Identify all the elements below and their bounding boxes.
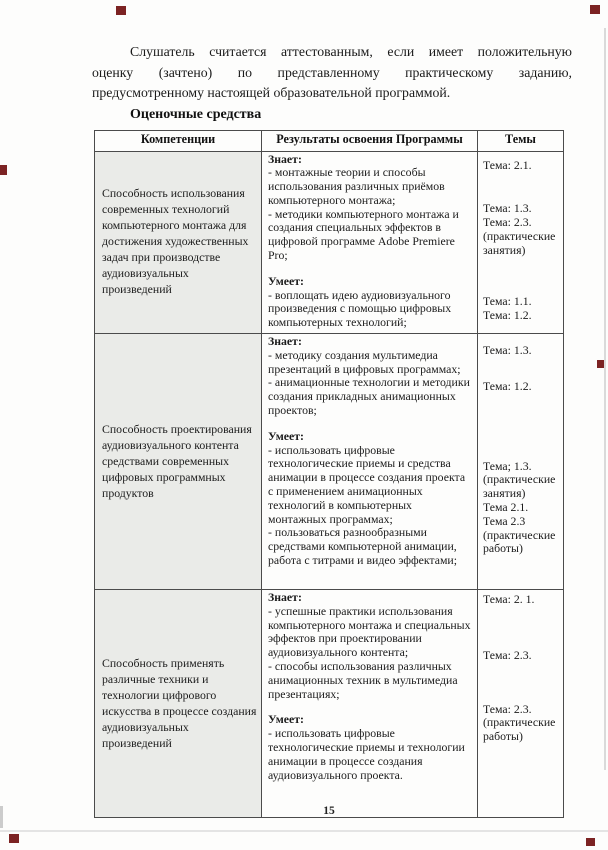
col-header-competencies: Компетенции <box>95 130 262 151</box>
theme-item: Тема: 1.3. <box>483 201 532 216</box>
knows-item: - монтажные теории и способы использования различных приёмов компьютерного монтажа; <box>268 165 445 207</box>
knows-item: - успешные практики использования компьютерного монтажа и специальных эффектов при проектировании аудиовизуального контента; <box>268 603 471 660</box>
knows-item: - способы использования различных анимационных техник в мультимедиа презентациях; <box>268 659 458 701</box>
section-heading: Оценочные средства <box>130 106 262 122</box>
scan-mark <box>0 165 7 175</box>
can-item: - использовать цифровые технологические приемы и технологии анимации в процессе создания аудиовизуального проекта. <box>268 726 465 782</box>
scan-mark <box>590 5 600 14</box>
theme-item: Тема: 2.1. <box>483 157 532 172</box>
themes-cell <box>478 151 564 334</box>
intro-paragraph <box>92 42 572 104</box>
theme-item: Тема: 1.2. <box>483 378 532 393</box>
theme-item: Тема: 2.3. (практические работы) <box>483 701 556 744</box>
results-cell <box>262 334 478 590</box>
theme-item: Тема: 2.3. <box>483 647 532 662</box>
themes-cell <box>478 334 564 590</box>
page-edge-shadow <box>604 28 606 770</box>
theme-item: Тема 2.1. <box>483 500 529 515</box>
can-label: Умеет: <box>268 273 304 288</box>
competency-text: Способность применять различные техники и технологии цифрового искусства в процессе создания аудиовизуальных произведений <box>102 655 257 750</box>
intro-line-2: оценку (зачтено) по представленному практическому заданию, <box>92 64 572 80</box>
scan-mark <box>116 6 126 15</box>
knows-label: Знает: <box>268 151 302 166</box>
results-cell <box>262 590 478 818</box>
theme-item: Тема; 1.3. (практические занятия) <box>483 458 556 501</box>
scan-mark <box>9 834 19 843</box>
competency-text: Способность использования современных технологий компьютерного монтажа для достижения художественных задач при производстве аудиовизуальных произведений <box>102 186 249 297</box>
theme-item: Тема: 2. 1. <box>483 592 535 607</box>
table-row-1 <box>95 151 564 334</box>
knows-item: - анимационные технологии и методики создания прикладных анимационных проектов; <box>268 375 470 418</box>
theme-item: Тема 2.3 (практические работы) <box>483 513 556 556</box>
results-cell <box>262 151 478 334</box>
col-header-results: Результаты освоения Программы <box>262 130 478 151</box>
assessment-table <box>94 130 564 819</box>
can-item: - пользоваться разнообразными средствами компьютерной анимации, работа с титрами и видео эффектами; <box>268 525 458 568</box>
page-edge-shadow <box>0 830 608 832</box>
table-row-3 <box>95 590 564 818</box>
can-label: Умеет: <box>268 428 304 443</box>
theme-item: Тема: 1.1. <box>483 294 532 309</box>
table-header-row <box>95 130 564 151</box>
themes-cell <box>478 590 564 818</box>
can-item: - воплощать идею аудиовизуального произведения с помощью цифровых компьютерных технологий; <box>268 287 452 330</box>
competency-text: Способность проектирования аудиовизуального контента средствами современных цифровых программных продуктов <box>102 421 252 500</box>
page-edge-shadow <box>0 806 3 828</box>
knows-item: - методику создания мультимедиа презентаций в цифровых программах; <box>268 347 461 376</box>
knows-item: - методики компьютерного монтажа и создания специальных эффектов в цифровой программе Adobe Premiere Pro; <box>268 206 459 263</box>
scan-mark <box>586 838 595 846</box>
competency-cell <box>95 590 262 818</box>
competency-cell <box>95 151 262 334</box>
col-header-themes: Темы <box>478 130 564 151</box>
table-row-2 <box>95 334 564 590</box>
page-number: 15 <box>323 805 335 817</box>
knows-label: Знает: <box>268 334 302 349</box>
theme-item: Тема: 2.3. (практические занятия) <box>483 215 556 257</box>
can-item: - использовать цифровые технологические приемы и средства анимации в процессе создания проекта с применением анимационных технологий в компьютерных монтажных программах; <box>268 442 466 526</box>
competency-cell <box>95 334 262 590</box>
can-label: Умеет: <box>268 712 304 727</box>
theme-item: Тема: 1.2. <box>483 308 532 323</box>
theme-item: Тема: 1.3. <box>483 343 532 358</box>
intro-line-3: предусмотренному настоящей образовательной программой. <box>92 85 451 100</box>
knows-label: Знает: <box>268 590 302 605</box>
intro-line-1: Слушатель считается аттестованным, если имеет положительную <box>130 44 572 59</box>
